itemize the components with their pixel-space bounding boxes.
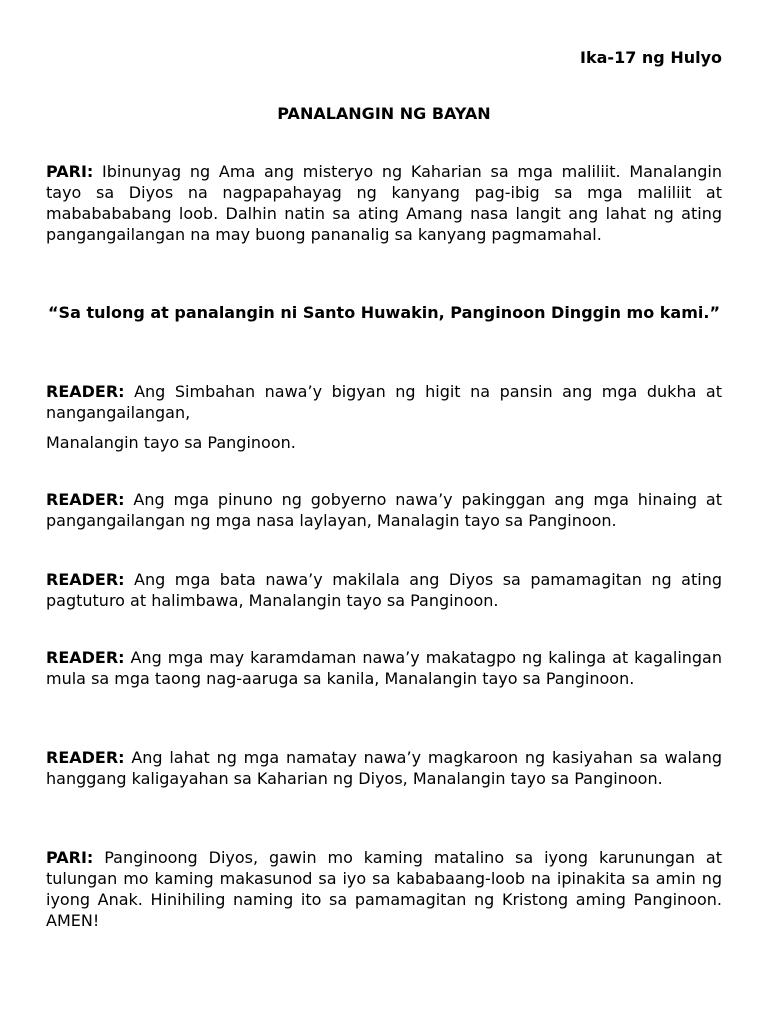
reader-label: READER: xyxy=(46,748,125,767)
reader-label: READER: xyxy=(46,382,125,401)
petition-1-text: Ang Simbahan nawa’y bigyan ng higit na pansin ang mga dukha at nangangailangan, xyxy=(46,382,722,422)
opening-prayer xyxy=(46,161,722,245)
document-page xyxy=(46,0,722,1024)
petition-1 xyxy=(46,381,722,423)
petition-5-text: Ang lahat ng mga namatay nawa’y magkaroon ng kasiyahan sa walang hanggang kaligayahan sa Kaharian ng Diyos, Manalangin tayo sa Panginoon. xyxy=(46,748,722,788)
reader-label: READER: xyxy=(46,490,125,509)
petition-3-text: Ang mga bata nawa’y makilala ang Diyos sa pamamagitan ng ating pagtuturo at halimbawa, Manalangin tayo sa Panginoon. xyxy=(46,570,722,610)
priest-label: PARI: xyxy=(46,848,94,867)
petition-2-text: Ang mga pinuno ng gobyerno nawa’y pakinggan ang mga hinaing at pangangailangan ng mga nasa laylayan, Manalagin tayo sa Panginoon. xyxy=(46,490,722,530)
closing-prayer xyxy=(46,847,722,931)
petition-2 xyxy=(46,489,722,531)
closing-prayer-text: Panginoong Diyos, gawin mo kaming matalino sa iyong karunungan at tulungan mo kaming makasunod sa iyo sa kababaang-loob na ipinakita sa amin ng iyong Anak. Hinihiling naming ito sa pamamagitan ng Kristong aming Panginoon. AMEN! xyxy=(46,848,722,930)
petition-4 xyxy=(46,647,722,689)
petition-1-followup: Manalangin tayo sa Panginoon. xyxy=(46,433,296,452)
opening-prayer-text: Ibinunyag ng Ama ang misteryo ng Kaharian sa mga maliliit. Manalangin tayo sa Diyos na nagpapahayag ng kanyang pag-ibig sa mga maliliit at mababababang loob. Dalhin natin sa ating Amang nasa langit ang lahat ng ating pangangailangan na may buong pananalig sa kanyang pagmamahal. xyxy=(46,162,722,244)
congregation-response: “Sa tulong at panalangin ni Santo Huwakin, Panginoon Dinggin mo kami.” xyxy=(48,303,720,322)
document-title: PANALANGIN NG BAYAN xyxy=(277,104,491,123)
petition-5 xyxy=(46,747,722,789)
document-date: Ika-17 ng Hulyo xyxy=(580,48,722,67)
reader-label: READER: xyxy=(46,648,125,667)
petition-4-text: Ang mga may karamdaman nawa’y makatagpo ng kalinga at kagalingan mula sa mga taong nag-aaruga sa kanila, Manalangin tayo sa Panginoon. xyxy=(46,648,722,688)
priest-label: PARI: xyxy=(46,162,94,181)
reader-label: READER: xyxy=(46,570,125,589)
petition-3 xyxy=(46,569,722,611)
